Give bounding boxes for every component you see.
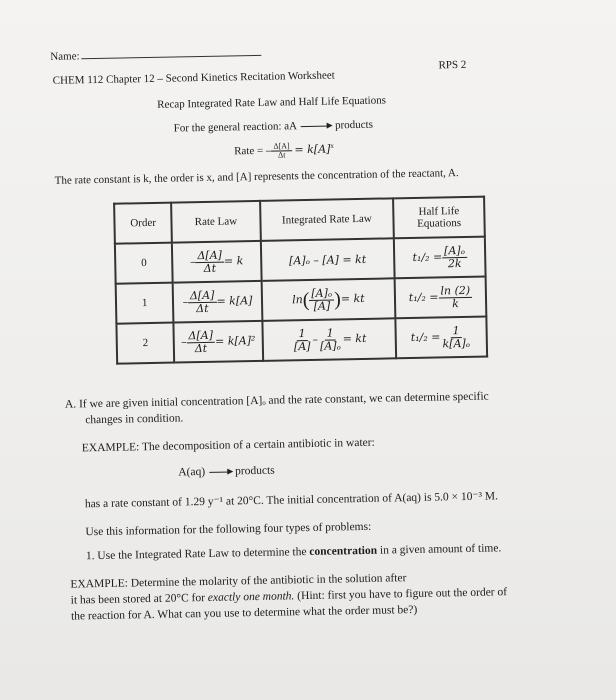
rate-den: Δt <box>277 150 286 160</box>
name-field <box>50 43 262 63</box>
half-life-cell <box>396 317 488 359</box>
example2-line1: EXAMPLE: Determine the molarity of the antibiotic in the solution after <box>70 572 407 591</box>
header-rate-law: Rate Law <box>171 201 260 243</box>
rate-constant-text: The rate constant is k, the order is x, and [A] represents the concentration of the reactant, A. <box>54 167 459 187</box>
table-header-row <box>114 197 485 244</box>
rate-expression <box>234 141 334 160</box>
integrated-eq: [A]ₒ – [A] = kt <box>288 252 367 267</box>
reaction-arrow-icon <box>209 471 231 472</box>
item-1 <box>86 540 502 564</box>
half-den: 2k <box>447 256 462 270</box>
rate-num: Δ[A] <box>188 289 217 303</box>
rate-rhs: = k[A] <box>294 142 331 157</box>
rate-law-cell: – $\frac{\Delta[A]}{\Delta t}$ = k[A] <box>173 281 262 323</box>
reaction-product: products <box>234 464 275 478</box>
half-lhs: t₁/₂ = <box>408 290 439 304</box>
int-num: [A]ₒ <box>309 287 334 300</box>
half-num: 1 <box>450 325 461 338</box>
rate-num: Δ[A] <box>186 329 215 343</box>
int-den1: [A] <box>293 339 311 353</box>
table-row <box>116 317 487 364</box>
half-life-cell <box>395 277 487 319</box>
order-cell: 0 <box>115 243 173 284</box>
rate-law-cell: – $\frac{\Delta[A]}{\Delta t}$ = k <box>172 241 261 283</box>
int-rhs: = kt <box>340 291 365 305</box>
rate-den: Δt <box>203 261 217 275</box>
name-blank <box>81 43 261 59</box>
int-minus: – <box>312 332 318 346</box>
rate-num: Δ[A] <box>195 249 224 263</box>
name-label: Name: <box>50 50 80 63</box>
int-ln: ln <box>292 292 303 306</box>
section-a-line1: A. If we are given initial concentration [A]ₒ and the rate constant, we can determine specific <box>64 390 489 411</box>
general-reaction-label: For the general reaction: aA <box>173 120 298 135</box>
rate-law-cell: – $\frac{\Delta[A]}{\Delta t}$ = k[A]² <box>174 321 263 363</box>
example2-l2-ital: exactly one month. <box>207 590 295 604</box>
header-half-life: Half Life Equations <box>393 197 485 239</box>
use-info-line: Use this information for the following four types of problems: <box>85 520 372 539</box>
half-den: k <box>452 296 459 310</box>
example-reaction <box>178 463 275 481</box>
rate-constant-line: has a rate constant of 1.29 y⁻¹ at 20°C. The initial concentration of A(aq) is 5.0 × 10⁻³ M. <box>84 490 499 511</box>
rate-law-table <box>113 196 488 365</box>
order-cell: 1 <box>116 283 174 324</box>
integrated-cell: ln( $\frac{\text{[A]ₒ}}{[A]}$ )= kt <box>261 278 395 321</box>
int-rhs: = kt <box>342 331 367 345</box>
header-integrated: Integrated Rate Law <box>260 198 394 241</box>
header-order: Order <box>114 203 172 244</box>
integrated-cell <box>261 238 395 281</box>
rate-rhs: = k <box>223 253 244 268</box>
table-row <box>115 237 486 284</box>
example2-line3: the reaction for A. What can you use to determine what the order must be?) <box>70 603 418 623</box>
course-title: CHEM 112 Chapter 12 – Second Kinetics Recitation Worksheet <box>52 69 335 87</box>
rps-label: RPS 2 <box>438 58 467 72</box>
rate-rhs: = k[A]² <box>214 333 256 348</box>
item1-post: in a given amount of time. <box>376 542 502 557</box>
half-life-cell <box>394 237 486 279</box>
rate-num: Δ[A] <box>271 142 291 151</box>
int-num1: 1 <box>296 328 307 341</box>
int-den2: [A]ₒ <box>319 338 341 353</box>
half-lhs: t₁/₂ = <box>412 249 443 264</box>
reaction-reactant: A(aq) <box>178 465 206 479</box>
rate-label: Rate = – <box>234 144 272 158</box>
half-num: ln (2) <box>438 284 472 298</box>
rate-fraction <box>271 142 292 159</box>
worksheet-subtitle: Recap Integrated Rate Law and Half Life Equations <box>157 94 387 111</box>
integrated-cell <box>262 318 396 361</box>
rate-rhs: = k[A] <box>216 293 253 308</box>
rate-den: Δt <box>196 301 209 315</box>
example2-l2-pre: it has been stored at 20°C for <box>70 591 208 607</box>
section-a-line2: changes in condition. <box>85 412 184 427</box>
rate-exponent: x <box>330 141 334 150</box>
general-reaction <box>174 119 373 135</box>
half-lhs: t₁/₂ = <box>410 329 441 344</box>
item1-pre: 1. Use the Integrated Rate Law to determine the <box>85 546 310 563</box>
example2-l2-post: (Hint: first you have to figure out the order of <box>294 586 508 603</box>
order-cell: 2 <box>116 323 174 364</box>
general-reaction-products: products <box>334 118 374 132</box>
int-den: [A] <box>313 299 331 313</box>
example-intro: EXAMPLE: The decomposition of a certain antibiotic in water: <box>81 436 375 455</box>
half-num: [A]ₒ <box>442 244 467 257</box>
item1-bold: concentration <box>309 544 378 559</box>
reaction-arrow-icon <box>301 125 331 127</box>
half-den: k[A]ₒ <box>442 336 471 350</box>
int-num2: 1 <box>325 327 336 340</box>
table-row <box>116 277 487 324</box>
rate-den: Δt <box>194 341 208 355</box>
